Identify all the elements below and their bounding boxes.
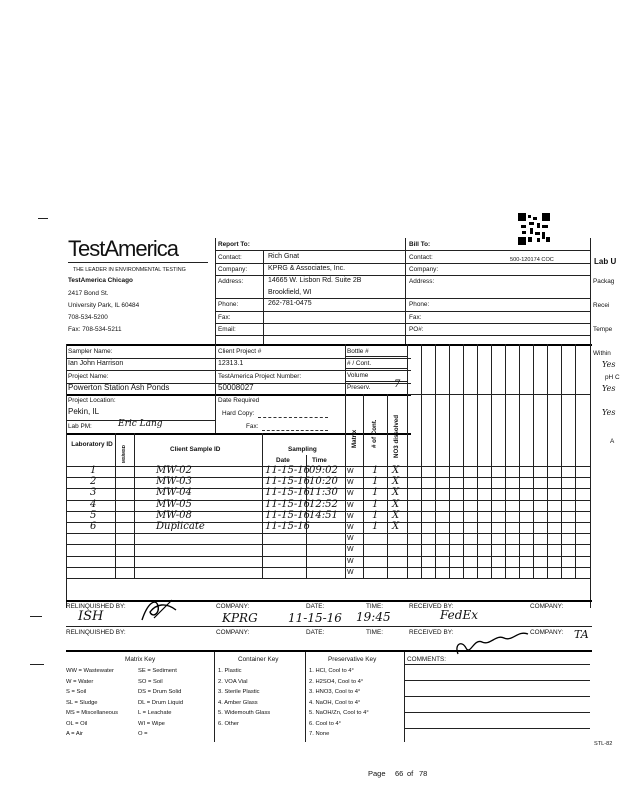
bill-address-label: Address: — [409, 278, 435, 285]
fax-req-line — [262, 430, 328, 431]
lab-fax: Fax: 708-534-5211 — [68, 326, 122, 333]
company-label-2: COMPANY: — [216, 629, 250, 636]
project-name-label: Project Name: — [68, 373, 109, 380]
grid-line — [533, 344, 534, 578]
matrix-key-item: WW = Wastewater — [66, 668, 114, 674]
location-label: Project Location: — [68, 397, 116, 404]
company-label: Company: — [218, 266, 248, 273]
preservative-key-item: 2. H2SO4, Cool to 4° — [309, 678, 364, 685]
page-label: Page — [368, 769, 386, 778]
ta-project-label: TestAmerica Project Number: — [218, 373, 302, 380]
grid-line — [407, 344, 408, 578]
table-cell-time: 09:02 — [309, 465, 338, 476]
location-value: Pekin, IL — [68, 407, 100, 416]
table-cell-cont: 1 — [372, 498, 379, 510]
grid-line — [477, 344, 478, 578]
company-value: KPRG & Associates, Inc. — [268, 265, 346, 272]
relinquished-label-2: RELINQUISHED BY: — [66, 629, 126, 636]
grid-line — [505, 344, 506, 578]
lab-pm-value: Eric Lang — [118, 419, 163, 429]
sampler-label: Sampler Name: — [68, 348, 113, 355]
table-cell-lab-id: 5 — [90, 509, 97, 521]
table-cell-client-id: MW-05 — [156, 498, 192, 510]
table-cell-lab-id: 4 — [90, 498, 97, 510]
matrix-key-item: WI = Wipe — [138, 720, 165, 727]
matrix-key-item: SO = Soil — [138, 678, 163, 685]
lab-name: TestAmerica Chicago — [68, 277, 133, 284]
grid-line — [215, 275, 590, 276]
time-label-2: TIME: — [366, 629, 384, 636]
matrix-header: Matrix — [351, 429, 358, 448]
bill-fax-label: Fax: — [409, 314, 422, 321]
yes-mark-3: Yes — [602, 408, 616, 417]
table-cell-matrix: W — [347, 512, 354, 520]
date-1: 11-15-16 — [288, 611, 342, 625]
table-cell-client-id: MW-04 — [156, 487, 192, 499]
bottle-row: Bottle # — [347, 348, 369, 355]
phone-value: 262-781-0475 — [268, 300, 312, 307]
grid-line — [215, 311, 590, 312]
table-cell-lab-id: 6 — [90, 521, 97, 532]
grid-line — [66, 394, 411, 396]
grid-line — [345, 368, 407, 369]
table-cell-cont: 1 — [372, 476, 379, 488]
table-cell-matrix: W — [347, 501, 354, 509]
time-1: 19:45 — [356, 610, 391, 624]
company-label-1: COMPANY: — [216, 603, 250, 610]
table-cell-time: 11:30 — [309, 487, 338, 499]
table-cell-lab-id: 2 — [90, 476, 97, 488]
qr-code-icon — [518, 213, 550, 245]
table-cell-lab-id: 1 — [90, 465, 97, 476]
table-cell-matrix: W — [347, 546, 354, 554]
table-cell-time: 14:51 — [309, 509, 338, 521]
table-cell-date: 11-15-16 — [265, 465, 310, 476]
po-label: PO#: — [409, 326, 424, 333]
grid-line — [66, 370, 411, 371]
table-cell-client-id: MW-03 — [156, 476, 192, 488]
time-header: Time — [312, 457, 327, 464]
container-key-item: 2. VOA Vial — [218, 678, 248, 685]
msmsd-header: MS/MSD — [121, 445, 126, 463]
table-cell-client-id: MW-08 — [156, 509, 192, 521]
page-total: 78 — [419, 769, 428, 778]
grid-line — [215, 263, 590, 264]
row-line — [66, 533, 590, 534]
lab-id-header: Laboratory ID — [71, 441, 113, 448]
grid-line — [421, 344, 422, 578]
grid-line — [449, 344, 450, 578]
table-cell-mark: X — [392, 476, 400, 488]
grid-line — [66, 344, 67, 608]
lab-phone: 708-534-5200 — [68, 314, 108, 321]
matrix-key-item: OL = Oil — [66, 720, 88, 727]
table-cell-client-id: MW-02 — [156, 465, 192, 476]
matrix-key-header: Matrix Key — [125, 656, 156, 663]
row-line — [66, 556, 590, 557]
grid-line — [463, 344, 464, 578]
preservative-key-item: 5. NaOH/Zn, Cool to 4° — [309, 710, 369, 716]
grid-line — [561, 344, 562, 578]
grid-line — [404, 664, 590, 665]
preservative-key-header: Preservative Key — [328, 656, 377, 663]
table-cell-cont: 1 — [372, 521, 379, 532]
bill-company-label: Company: — [409, 266, 439, 273]
preservative-key-item: 6. Cool to 4° — [309, 720, 341, 727]
container-key-item: 1. Plastic — [218, 668, 242, 674]
grid-line — [519, 344, 520, 578]
matrix-key-item: DL = Drum Liquid — [138, 699, 184, 706]
table-cell-mark: X — [392, 465, 400, 476]
logo-underline — [68, 262, 208, 263]
grid-line — [387, 394, 388, 578]
table-cell-time: 10:20 — [309, 476, 338, 488]
date-required-label: Date Required — [218, 397, 260, 404]
form-code: STL-82 — [594, 741, 613, 747]
bill-contact-label: Contact: — [409, 254, 433, 261]
row-line — [66, 567, 590, 568]
lab-street: 2417 Bond St. — [68, 290, 109, 297]
table-cell-date: 11-15-16 — [265, 509, 310, 521]
table-cell-cont: 1 — [372, 465, 379, 476]
received-label-1: RECEIVED BY: — [409, 603, 454, 610]
grid-line — [575, 344, 576, 578]
table-cell-cont: 1 — [372, 487, 379, 499]
sampling-header: Sampling — [288, 446, 317, 453]
lab-pm-label: Lab PM: — [68, 423, 92, 430]
table-cell-time: 12:52 — [309, 498, 338, 510]
received-label-2: RECEIVED BY: — [409, 629, 454, 636]
yes-mark-1: Yes — [602, 360, 616, 369]
signature-2 — [452, 624, 532, 658]
grid-line — [305, 652, 306, 742]
ph-fragment: pH C — [605, 374, 620, 381]
client-project-value: 12313.1 — [218, 360, 244, 367]
matrix-key-item: S = Soil — [66, 689, 87, 695]
scan-mark — [38, 218, 48, 219]
address-line1: 14665 W. Lisbon Rd. Suite 2B — [268, 277, 362, 284]
address-label: Address: — [218, 278, 244, 285]
container-key-item: 5. Widemouth Glass — [218, 710, 271, 716]
comments-label: COMMENTS: — [407, 656, 447, 663]
matrix-key-item: MS = Miscellaneous — [66, 710, 119, 716]
table-cell-client-id: Duplicate — [156, 521, 205, 532]
email-label: Email: — [218, 326, 236, 333]
table-cell-mark: X — [392, 509, 400, 521]
analysis-header: NO3 dissolved — [393, 415, 400, 458]
report-to-header: Report To: — [218, 241, 250, 248]
table-cell-date: 11-15-16 — [265, 476, 310, 488]
page-of: of — [407, 769, 414, 778]
preserv-row: Preserv. — [347, 384, 371, 391]
preservative-key-item: 4. NaOH, Cool to 4° — [309, 699, 361, 706]
grid-line — [404, 680, 590, 681]
preserv-value: 7 — [394, 379, 401, 390]
contact-label: Contact: — [218, 254, 242, 261]
lab-city: University Park, IL 60484 — [68, 302, 140, 309]
grid-line — [547, 344, 548, 578]
grid-line — [404, 696, 590, 697]
phone-label: Phone: — [218, 301, 239, 308]
row-line — [66, 522, 590, 523]
time-label-1: TIME: — [366, 603, 384, 610]
logo-tagline: THE LEADER IN ENVIRONMENTAL TESTING — [73, 267, 186, 273]
bill-phone-label: Phone: — [409, 301, 430, 308]
matrix-key-item: O = — [138, 731, 148, 737]
sampler-value: Ian John Harrison — [68, 360, 124, 367]
table-cell-matrix: W — [347, 468, 354, 475]
date-label-1: DATE: — [306, 603, 325, 610]
table-cell-date: 11-15-16 — [265, 498, 310, 510]
scan-mark — [30, 664, 44, 665]
ta-project-value: 50008027 — [218, 383, 254, 392]
company-2: TA — [574, 628, 589, 641]
packaging-fragment: Packag — [593, 278, 615, 285]
grid-line — [215, 344, 216, 433]
container-key-item: 4. Amber Glass — [218, 699, 258, 706]
preservative-key-item: 3. HNO3, Cool to 4° — [309, 689, 361, 695]
company-label-3: COMPANY: — [530, 603, 564, 610]
grid-line — [345, 356, 407, 357]
table-cell-matrix: W — [347, 524, 354, 531]
table-cell-matrix: W — [347, 479, 354, 487]
bill-to-header: Bill To: — [409, 241, 431, 248]
table-cell-date: 11-15-16 — [265, 487, 310, 499]
company-1: KPRG — [222, 611, 258, 625]
client-sample-id-header: Client Sample ID — [170, 446, 221, 453]
grid-line — [214, 652, 215, 742]
yes-mark-2: Yes — [602, 384, 616, 393]
coc-id: 500-120174 COC — [510, 257, 554, 263]
hard-copy-line — [258, 417, 328, 418]
relinquished-by-1: ISH — [78, 609, 104, 624]
table-cell-matrix: W — [347, 568, 354, 576]
num-cont-header: # of Cont. — [371, 419, 378, 448]
address-line2: Brookfield, WI — [268, 289, 312, 296]
grid-line — [404, 728, 590, 729]
matrix-key-item: W = Water — [66, 678, 94, 685]
table-cell-mark: X — [392, 498, 400, 510]
grid-line — [590, 238, 591, 608]
table-cell-date: 11-15-16 — [265, 521, 310, 532]
matrix-key-item: SE = Sediment — [138, 668, 177, 674]
table-cell-matrix: W — [347, 490, 354, 498]
table-cell-matrix: W — [347, 535, 354, 543]
container-key-header: Container Key — [238, 656, 279, 663]
fax-req-label: Fax: — [246, 423, 259, 430]
hard-copy-label: Hard Copy: — [222, 410, 255, 417]
matrix-key-item: A = Air — [66, 731, 83, 737]
preservative-key-item: 7. None — [309, 731, 330, 737]
scan-mark — [30, 616, 42, 617]
cont-row: # / Cont. — [347, 360, 372, 367]
grid-line — [215, 250, 590, 251]
table-cell-mark: X — [392, 521, 400, 532]
contact-value: Rich Gnat — [268, 253, 300, 260]
table-cell-matrix: W — [347, 557, 354, 565]
grid-line — [407, 394, 590, 395]
a-fragment: A — [610, 438, 615, 445]
received-fragment: Recei — [593, 302, 610, 309]
fax-label: Fax: — [218, 314, 231, 321]
grid-line — [215, 335, 590, 336]
received-by-1: FedEx — [440, 608, 478, 622]
table-cell-lab-id: 3 — [90, 487, 97, 499]
testamerica-logo: TestAmerica — [68, 236, 179, 261]
grid-line — [66, 433, 411, 435]
grid-line — [491, 344, 492, 578]
temp-fragment: Tempe — [593, 326, 613, 333]
grid-line — [405, 238, 406, 344]
preservative-key-item: 1. HCl, Cool to 4° — [309, 668, 354, 674]
lab-use-fragment: Lab U — [594, 257, 617, 266]
grid-line — [363, 394, 364, 578]
grid-line — [263, 250, 264, 344]
date-label-2: DATE: — [306, 629, 325, 636]
matrix-key-item: SL = Sludge — [66, 699, 98, 706]
grid-line — [215, 323, 590, 324]
container-key-item: 3. Sterile Plastic — [218, 689, 260, 695]
project-name-value: Powerton Station Ash Ponds — [68, 383, 170, 392]
within-fragment: Within — [593, 350, 611, 357]
container-key-item: 6. Other — [218, 720, 239, 727]
grid-line — [435, 344, 436, 578]
matrix-key-item: DS = Drum Solid — [138, 689, 182, 695]
grid-line — [66, 358, 411, 359]
grid-line — [215, 298, 590, 299]
relinquished-label-1: RELINQUISHED BY: — [66, 603, 126, 610]
row-line — [66, 544, 590, 545]
volume-row: Volume — [347, 372, 369, 379]
company-label-4: COMPANY: — [530, 629, 564, 636]
section-divider — [66, 344, 592, 346]
signature-1 — [138, 596, 180, 624]
table-cell-mark: X — [392, 487, 400, 499]
row-line — [66, 578, 590, 579]
grid-line — [345, 344, 346, 578]
date-header: Date — [276, 457, 290, 464]
grid-line — [404, 712, 590, 713]
table-cell-cont: 1 — [372, 509, 379, 521]
matrix-key-item: L = Leachate — [138, 710, 172, 716]
grid-line — [215, 238, 216, 344]
page-number: 66 — [395, 769, 404, 778]
client-project-label: Client Project # — [218, 348, 262, 355]
